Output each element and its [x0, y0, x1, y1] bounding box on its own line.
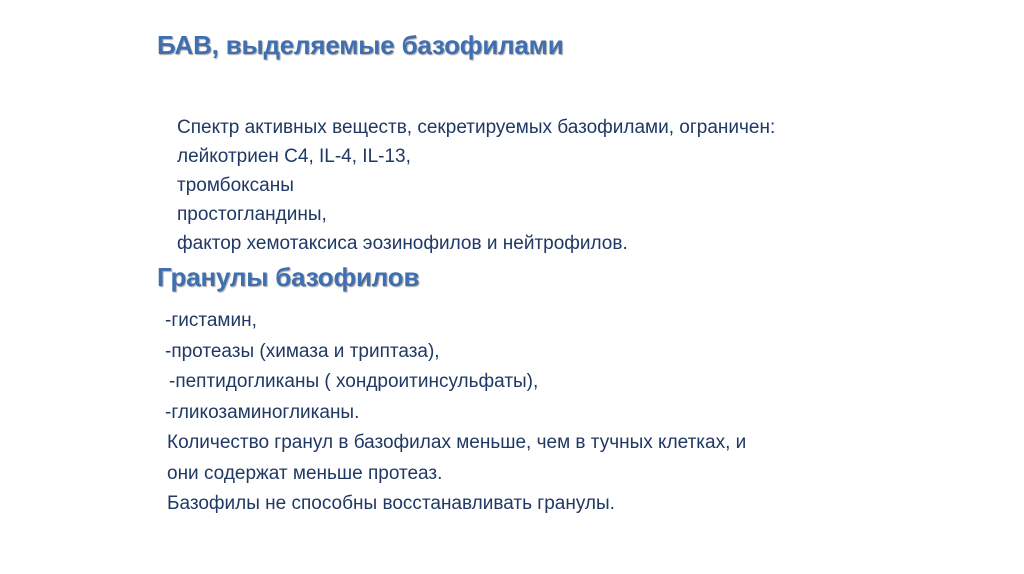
granule-line: Базофилы не способны восстанавливать гранулы. — [167, 493, 615, 514]
slide-title: БАВ, выделяемые базофилами — [157, 30, 564, 60]
granule-line: Количество гранул в базофилах меньше, чем в тучных клетках, и — [167, 432, 747, 453]
intro-line: лейкотриен С4, IL-4, IL-13, — [177, 146, 411, 167]
intro-text-block — [177, 113, 775, 258]
granule-line: -протеазы (химаза и триптаза), — [165, 340, 440, 362]
intro-line: тромбоксаны — [177, 175, 294, 196]
intro-line: Спектр активных веществ, секретируемых базофилами, ограничен: — [177, 117, 776, 138]
granules-text-block — [165, 306, 746, 520]
granules-heading: Гранулы базофилов — [157, 262, 420, 292]
granule-line: -пептидогликаны ( хондроитинсульфаты), — [169, 371, 539, 392]
granule-line: -гистамин, — [165, 310, 257, 331]
granule-line: -гликозаминогликаны. — [165, 401, 360, 423]
intro-line: фактор хемотаксиса эозинофилов и нейтрофилов. — [177, 233, 628, 254]
granule-line: они содержат меньше протеаз. — [167, 462, 443, 484]
intro-line: простогландины, — [177, 204, 327, 225]
